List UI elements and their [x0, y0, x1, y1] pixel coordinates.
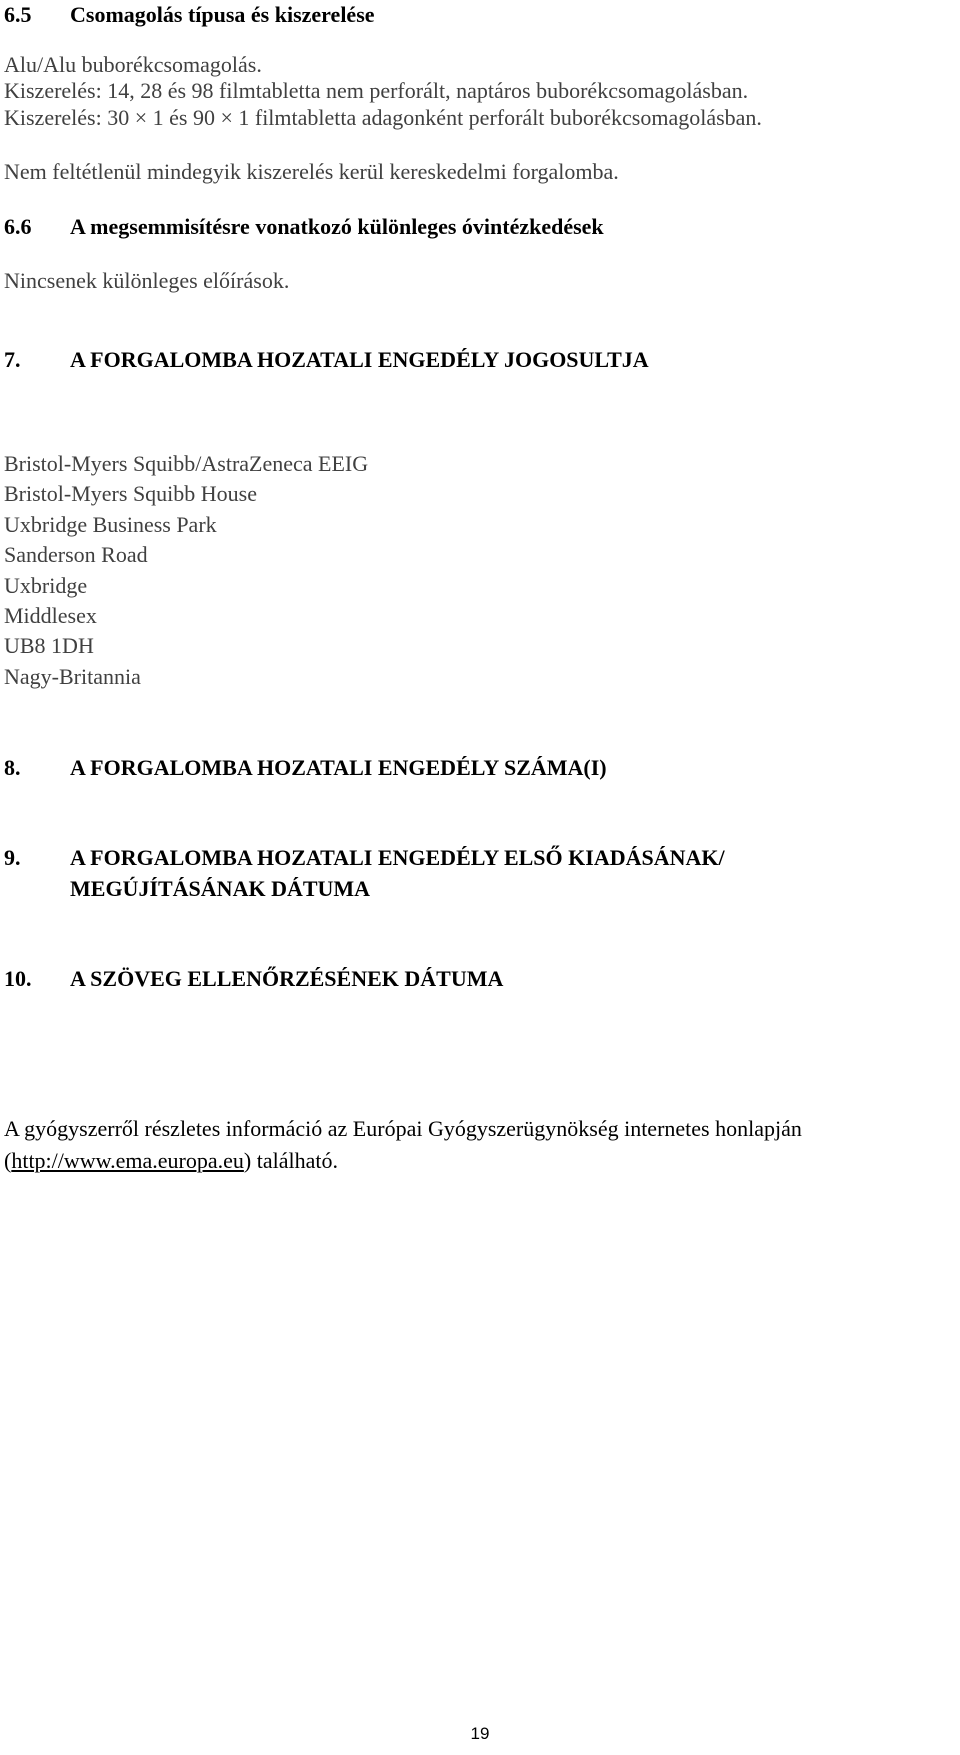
section-6-5-heading	[4, 0, 375, 30]
address-line: Uxbridge Business Park	[4, 511, 217, 537]
info-note-line-1: A gyógyszerről részletes információ az Európai Gyógyszerügynökség internetes honlapján	[4, 1116, 802, 1141]
open-paren: (	[4, 1148, 12, 1173]
address-line: Bristol-Myers Squibb House	[4, 481, 257, 507]
section-title-line-1: A FORGALOMBA HOZATALI ENGEDÉLY ELSŐ KIADÁSÁNAK/	[70, 845, 725, 870]
info-note-tail: ) található.	[243, 1148, 338, 1173]
address-line: Sanderson Road	[4, 542, 148, 568]
page-number: 19	[470, 1724, 490, 1743]
address-line: UB8 1DH	[4, 633, 94, 659]
ema-website-link[interactable]: http://www.ema.europa.eu	[11, 1148, 244, 1173]
section-10-heading	[4, 964, 503, 994]
section-title: A FORGALOMBA HOZATALI ENGEDÉLY JOGOSULTJA	[70, 347, 649, 372]
section-number: 9.	[4, 845, 21, 870]
section-8-heading	[4, 753, 607, 783]
packaging-note: Nem feltétlenül mindegyik kiszerelés kerül kereskedelmi forgalomba.	[4, 159, 619, 184]
address-line: Bristol-Myers Squibb/AstraZeneca EEIG	[4, 451, 369, 476]
address-line: Uxbridge	[4, 572, 88, 598]
section-title: Csomagolás típusa és kiszerelése	[70, 2, 375, 27]
section-number: 6.5	[4, 2, 32, 27]
holder-address	[4, 449, 368, 692]
section-number: 10.	[4, 966, 32, 991]
disposal-text: Nincsenek különleges előírások.	[4, 268, 290, 293]
info-note-line-2	[4, 1146, 338, 1176]
section-9-heading	[4, 843, 725, 873]
section-title: A SZÖVEG ELLENŐRZÉSÉNEK DÁTUMA	[70, 966, 504, 991]
section-6-6-heading	[4, 212, 604, 242]
address-line: Nagy-Britannia	[4, 663, 141, 689]
section-7-heading	[4, 345, 649, 375]
section-title: A megsemmisítésre vonatkozó különleges óvintézkedések	[70, 214, 604, 239]
packaging-line-2: Kiszerelés: 14, 28 és 98 filmtabletta nem perforált, naptáros buborékcsomagolásban.	[4, 78, 749, 103]
section-title: A FORGALOMBA HOZATALI ENGEDÉLY SZÁMA(I)	[70, 755, 607, 780]
section-title-line-2: MEGÚJÍTÁSÁNAK DÁTUMA	[70, 876, 371, 901]
packaging-line-1: Alu/Alu buborékcsomagolás.	[4, 52, 262, 77]
section-number: 8.	[4, 755, 21, 780]
section-number: 6.6	[4, 214, 32, 239]
packaging-line-3: Kiszerelés: 30 × 1 és 90 × 1 filmtabletta adagonként perforált buborékcsomagolásban.	[4, 105, 762, 130]
section-9-heading-continued	[4, 874, 370, 904]
address-line: Middlesex	[4, 603, 97, 629]
section-number: 7.	[4, 347, 21, 372]
